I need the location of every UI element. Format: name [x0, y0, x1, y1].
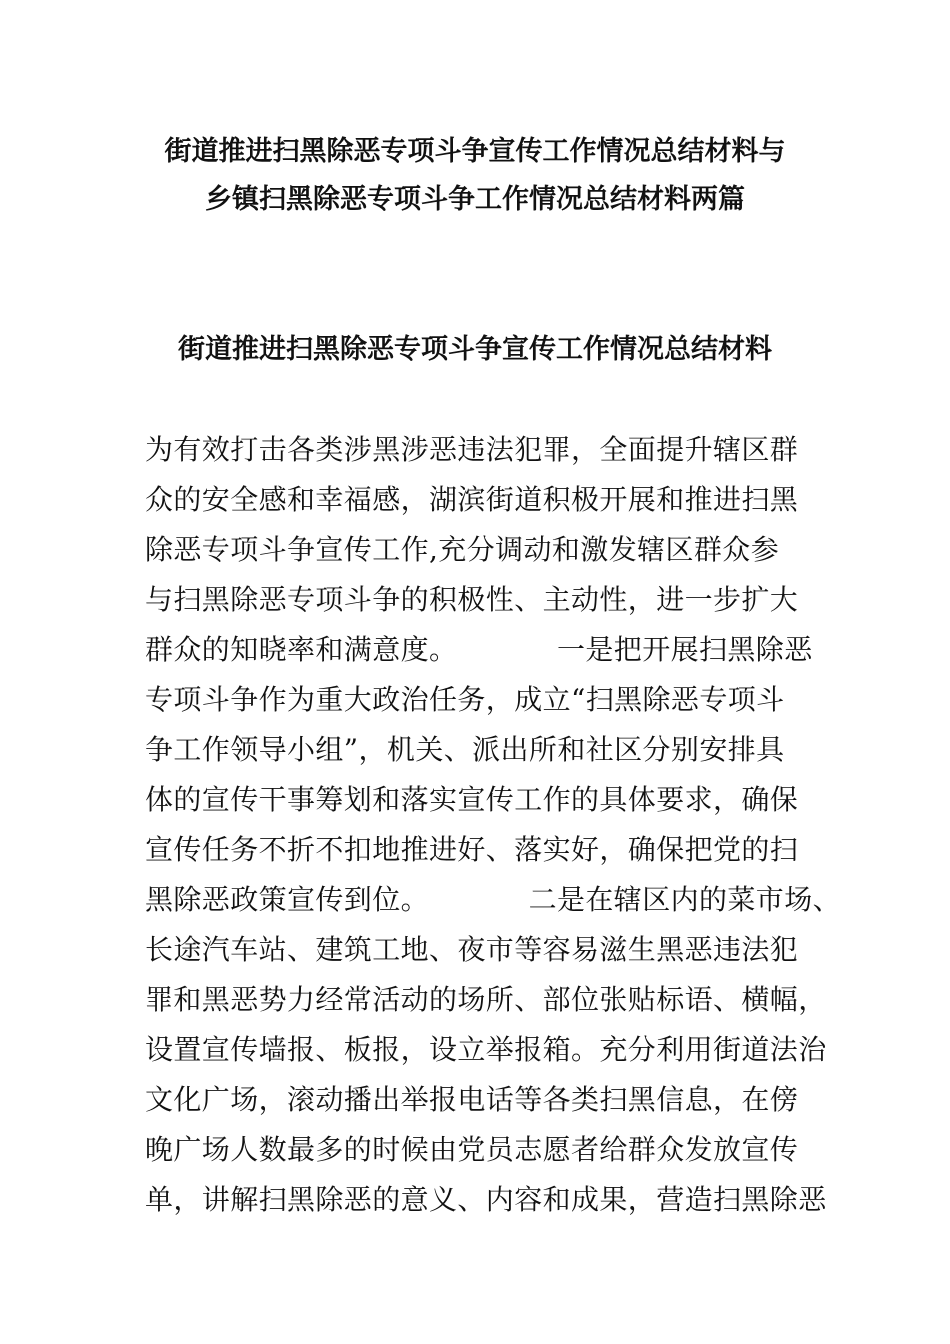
- body-line: 黑除恶政策宣传到位。 二是在辖区内的菜市场、: [145, 883, 842, 916]
- main-title-line-1: 街道推进扫黑除恶专项斗争宣传工作情况总结材料与: [164, 136, 786, 167]
- body-line: 专项斗争作为重大政治任务，成立“扫黑除恶专项斗: [145, 683, 785, 716]
- document-main-title: [120, 128, 830, 224]
- main-title-line-2: 乡镇扫黑除恶专项斗争工作情况总结材料两篇: [205, 184, 745, 215]
- body-line: 单，讲解扫黑除恶的意义、内容和成果，营造扫黑除恶: [145, 1183, 827, 1216]
- body-line: 体的宣传干事筹划和落实宣传工作的具体要求，确保: [145, 783, 799, 816]
- body-line: 罪和黑恶势力经常活动的场所、部位张贴标语、横幅，: [145, 983, 827, 1016]
- body-line: 晚广场人数最多的时候由党员志愿者给群众发放宣传: [145, 1133, 799, 1166]
- body-line: 除恶专项斗争宣传工作,充分调动和激发辖区群众参: [145, 533, 780, 566]
- body-line: 文化广场，滚动播出举报电话等各类扫黑信息，在傍: [145, 1083, 799, 1116]
- body-line: 设置宣传墙报、板报，设立举报箱。充分利用街道法治: [145, 1033, 827, 1066]
- body-line: 长途汽车站、建筑工地、夜市等容易滋生黑恶违法犯: [145, 933, 799, 966]
- body-line: 众的安全感和幸福感，湖滨街道积极开展和推进扫黑: [145, 483, 799, 516]
- body-line: 与扫黑除恶专项斗争的积极性、主动性，进一步扩大: [145, 583, 799, 616]
- body-line: 群众的知晓率和满意度。 一是把开展扫黑除恶: [145, 633, 813, 666]
- document-body: [145, 425, 842, 1225]
- section-title: 街道推进扫黑除恶专项斗争宣传工作情况总结材料: [178, 334, 772, 365]
- body-line: 争工作领导小组”，机关、派出所和社区分别安排具: [145, 733, 785, 766]
- body-line: 为有效打击各类涉黑涉恶违法犯罪，全面提升辖区群: [145, 433, 799, 466]
- body-line: 宣传任务不折不扣地推进好、落实好，确保把党的扫: [145, 833, 799, 866]
